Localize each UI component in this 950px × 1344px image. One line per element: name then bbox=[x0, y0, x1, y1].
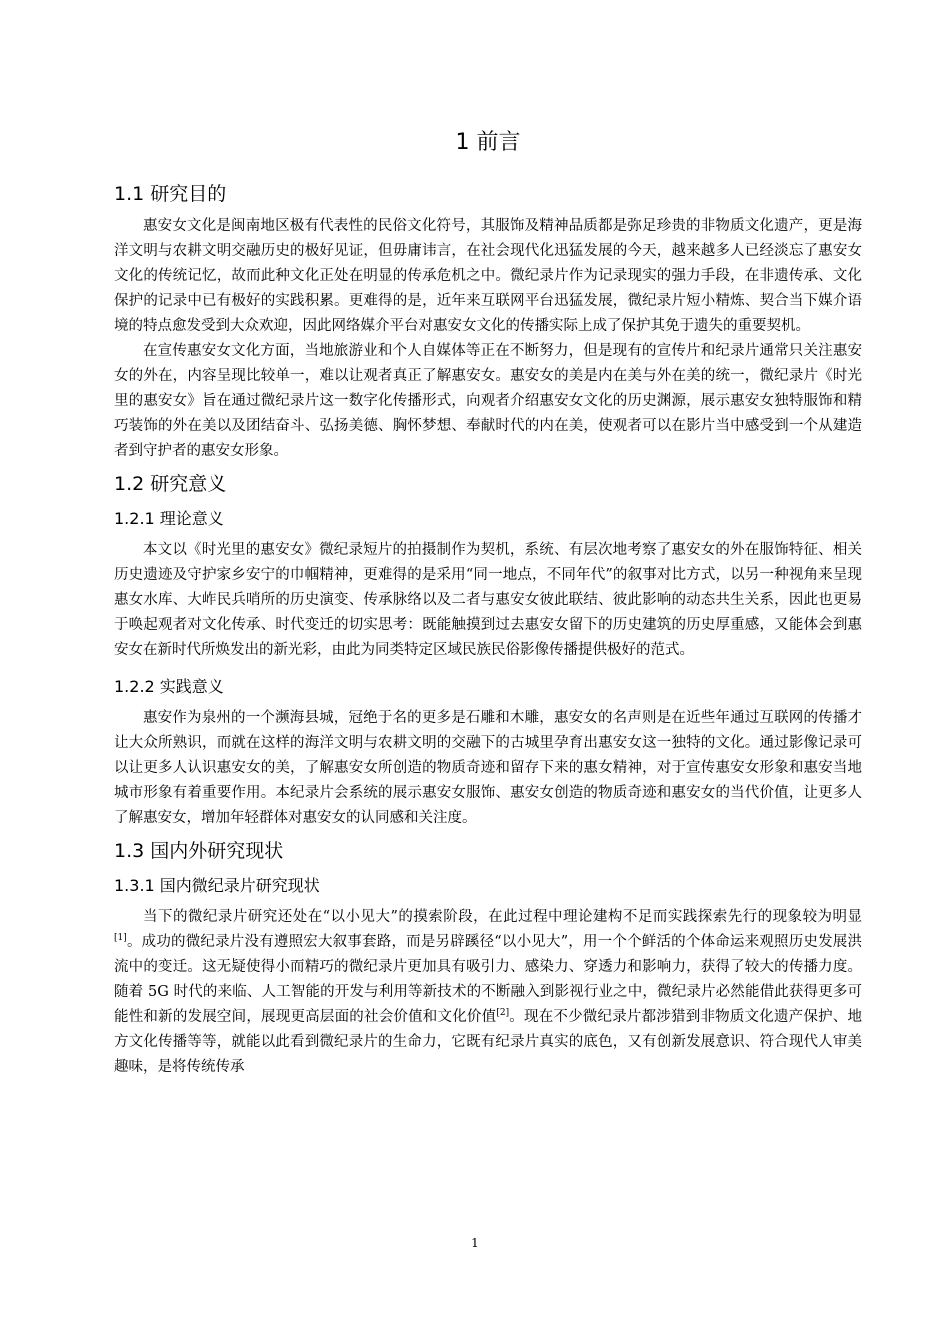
paragraph: 在宣传惠安女文化方面，当地旅游业和个人自媒体等正在不断努力，但是现有的宣传片和纪录片通常只关注惠安女的外在，内容呈现比较单一，难以让观者真正了解惠安女。惠安女的美是内在美与外在美的统一，微纪录片《时光里的惠安女》旨在通过微纪录片这一数字化传播形式，向观者介绍惠安女文化的历史渊源，展示惠安女独特服饰和精巧装饰的外在美以及团结奋斗、弘扬美德、胸怀梦想、奉献时代的内在美，使观者可以在影片当中感受到一个从建造者到守护者的惠安女形象。 bbox=[114, 343, 862, 459]
paragraph-with-citations bbox=[114, 905, 862, 1080]
subsection-heading-1-2-2: 1.2.2 实践意义 bbox=[114, 677, 224, 696]
section-heading-1-3: 1.3 国内外研究现状 bbox=[114, 840, 284, 862]
chapter-title: 1 前言 bbox=[455, 130, 521, 155]
page-content bbox=[114, 128, 862, 1080]
section-heading-1-2: 1.2 研究意义 bbox=[114, 473, 227, 495]
subsection-heading-1-2-1: 1.2.1 理论意义 bbox=[114, 509, 224, 528]
text-run: 。现在不少微纪录片都涉猎到非物质文化遗产保护、地方文化传播等等，就能以此看到微纪录片的生命力，它既有纪录片真实的底色，又有创新发展意识、符合现代人审美趣味，是将传统传承 bbox=[114, 1009, 862, 1075]
text-run: 。成功的微纪录片没有遵照宏大叙事套路，而是另辟蹊径“以小见大”，用一个个鲜活的个体命运来观照历史发展洪流中的变迁。这无疑使得小而精巧的微纪录片更加具有吸引力、感染力、穿透力和影响力，获得了较大的传播力度。随着 5G 时代的来临、人工智能的开发与利用等新技术的不断融入到影视行业之中，微纪录片必然能借此获得更多可能性和新的发展空间，展现更高层面的社会价值和文化价值 bbox=[114, 934, 862, 1025]
paragraph: 本文以《时光里的惠安女》微纪录短片的拍摄制作为契机，系统、有层次地考察了惠安女的外在服饰特征、相关历史遗迹及守护家乡安宁的巾帼精神，更难得的是采用“同一地点，不同年代”的叙事对比方式，以另一种视角来呈现惠女水库、大岞民兵哨所的历史演变、传承脉络以及二者与惠安女彼此联结、彼此影响的动态共生关系，因此也更易于唤起观者对文化传承、时代变迁的切实思考：既能触摸到过去惠安女留下的历史建筑的历史厚重感，又能体会到惠安女在新时代所焕发出的新光彩，由此为同类特定区域民族民俗影像传播提供极好的范式。 bbox=[114, 542, 862, 658]
paragraph: 惠安作为泉州的一个濒海县城，冠绝于名的更多是石雕和木雕，惠安女的名声则是在近些年通过互联网的传播才让大众所熟识，而就在这样的海洋文明与农耕文明的交融下的古城里孕育出惠安女这一独特的文化。通过影像记录可以让更多人认识惠安女的美，了解惠安女所创造的物质奇迹和留存下来的惠女精神，对于宣传惠安女形象和惠安当地城市形象有着重要作用。本纪录片会系统的展示惠安女服饰、惠安女创造的物质奇迹和惠安女的当代价值，让更多人了解惠安女，增加年轻群体对惠安女的认同感和关注度。 bbox=[114, 710, 862, 826]
paragraph: 惠安女文化是闽南地区极有代表性的民俗文化符号，其服饰及精神品质都是弥足珍贵的非物质文化遗产，更是海洋文明与农耕文明交融历史的极好见证，但毋庸讳言，在社会现代化迅猛发展的今天，越来越多人已经淡忘了惠安女文化的传统记忆，故而此种文化正处在明显的传承危机之中。微纪录片作为记录现实的强力手段，在非遗传承、文化保护的记录中已有极好的实践积累。更难得的是，近年来互联网平台迅猛发展，微纪录片短小精炼、契合当下媒介语境的特点愈发受到大众欢迎，因此网络媒介平台对惠安女文化的传播实际上成了保护其免于遗失的重要契机。 bbox=[114, 218, 862, 334]
subsection-heading-1-3-1: 1.3.1 国内微纪录片研究现状 bbox=[114, 876, 320, 895]
text-run: 当下的微纪录片研究还处在“以小见大”的摸索阶段，在此过程中理论建构不足而实践探索先行的现象较为明显 bbox=[143, 909, 862, 925]
section-heading-1-1: 1.1 研究目的 bbox=[114, 183, 227, 205]
citation-ref: [2] bbox=[496, 1008, 510, 1018]
page-number: 1 bbox=[471, 1236, 479, 1250]
citation-ref: [1] bbox=[114, 933, 127, 943]
